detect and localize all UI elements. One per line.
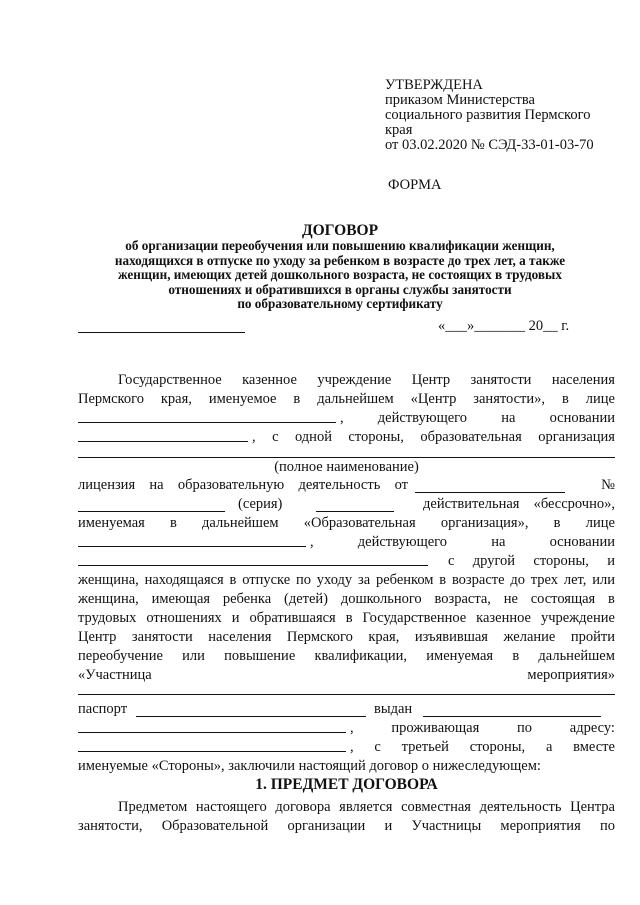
body-line	[78, 571, 615, 590]
word: стороны,	[533, 553, 589, 569]
word: края,	[368, 629, 400, 645]
word: ребенка	[222, 591, 272, 607]
word: настоящего	[195, 799, 267, 815]
title-subline: об организации переобучения или повышению квалификации женщин,	[125, 238, 555, 253]
word: занятости	[470, 372, 532, 388]
word: лет,	[563, 572, 587, 588]
address-blank[interactable]	[78, 738, 346, 752]
series-label: (серия)	[238, 496, 283, 512]
body-line	[78, 514, 615, 533]
word: желание	[503, 629, 556, 645]
issued-by-blank[interactable]	[423, 703, 601, 717]
word: трудовых	[78, 610, 137, 626]
word: населения	[208, 629, 272, 645]
body-line-part	[78, 476, 408, 495]
body-line	[78, 738, 615, 757]
word: женщина,	[78, 591, 139, 607]
word: с	[272, 429, 279, 445]
word: основании	[549, 410, 615, 426]
word: или	[592, 572, 615, 588]
word: организация»,	[440, 515, 529, 531]
word: «бессрочно»,	[533, 496, 615, 512]
body-line	[78, 681, 615, 700]
section-title: 1. ПРЕДМЕТ ДОГОВОРА	[255, 776, 438, 793]
word: Пермского	[78, 391, 144, 407]
body-line-rest	[448, 552, 615, 571]
word: лице	[585, 515, 615, 531]
word: действующего	[377, 410, 468, 426]
word: в	[229, 572, 237, 588]
body-line-rest	[310, 533, 615, 552]
word: мероприятия»	[527, 667, 615, 683]
word: одной	[294, 429, 332, 445]
body-line-rest	[350, 719, 615, 738]
word: ,	[350, 720, 354, 736]
word: в	[345, 610, 353, 626]
word: в	[561, 391, 569, 407]
word: занятости	[131, 629, 193, 645]
basis-blank[interactable]	[78, 428, 248, 442]
word: мероприятия	[500, 818, 581, 834]
contract-date: «___»_______ 20__ г.	[438, 318, 570, 334]
word: обратившаяся	[249, 610, 336, 626]
license-number-blank[interactable]	[78, 498, 225, 512]
word: Государственное	[362, 610, 467, 626]
word: до	[510, 572, 525, 588]
word: третьей	[401, 739, 449, 755]
word: с	[448, 553, 455, 569]
word: по	[517, 720, 533, 736]
word: вместе	[573, 739, 615, 755]
word: состоящая	[530, 591, 596, 607]
name-blank[interactable]	[78, 409, 336, 423]
word: стороны,	[469, 739, 526, 755]
word: «Центр	[410, 391, 457, 407]
word: лицензия	[78, 477, 136, 493]
approval-stamp	[385, 78, 594, 153]
word: Участницы	[411, 818, 482, 834]
word: учреждение	[540, 610, 615, 626]
body-line-rest	[340, 409, 615, 428]
word: с	[374, 739, 381, 755]
word: в	[608, 591, 615, 607]
word: именуемая	[426, 648, 494, 664]
title-subline: по образовательному сертификату	[237, 296, 443, 312]
word: населения	[551, 372, 615, 388]
title-main: ДОГОВОР	[301, 222, 379, 239]
word: на	[491, 534, 506, 550]
body-line	[78, 552, 615, 571]
place-date-row	[78, 318, 598, 338]
word: деятельность	[298, 477, 381, 493]
word: занятости,	[78, 818, 143, 834]
word: ,	[310, 534, 314, 550]
word: ,	[350, 739, 354, 755]
word: образовательная	[420, 429, 522, 445]
word: в	[170, 515, 177, 531]
word: проживающая	[391, 720, 480, 736]
word: дальнейшем	[538, 648, 615, 664]
word: в	[512, 648, 520, 664]
word: ,	[340, 410, 344, 426]
body-line	[78, 390, 615, 409]
title-subline: женщин, имеющих детей дошкольного возраста, не состоящих в трудовых	[118, 267, 562, 283]
word: ребенком	[375, 572, 434, 588]
body-line	[78, 371, 615, 390]
word: дошкольного	[340, 591, 422, 607]
word: деятельность	[479, 799, 562, 815]
word: изъявившая	[414, 629, 488, 645]
word: организация	[538, 429, 615, 445]
title-subline: находящихся в отпуске по уходу за ребенком в возрасте до трех лет, а также	[114, 252, 566, 268]
body-line	[78, 533, 615, 552]
body-line	[78, 609, 615, 628]
word: адресу:	[569, 720, 615, 736]
word: Предметом	[118, 799, 188, 815]
license-date-blank[interactable]	[415, 479, 565, 493]
approval-line: УТВЕРЖДЕНА	[385, 77, 483, 93]
number-sign: №	[601, 477, 615, 493]
body-line	[78, 700, 615, 719]
word: основании	[549, 534, 615, 550]
organization-name-blank[interactable]	[78, 444, 615, 458]
word: и	[607, 553, 615, 569]
word: является	[339, 799, 393, 815]
word: ,	[252, 429, 256, 445]
word: отпуске	[242, 572, 291, 588]
word: образовательную	[177, 477, 285, 493]
word: на	[501, 410, 516, 426]
word: другой	[472, 553, 516, 569]
place-blank[interactable]	[78, 332, 245, 333]
word: а	[545, 739, 553, 755]
passport-blank[interactable]	[136, 703, 366, 717]
word: возраста,	[434, 591, 491, 607]
word: (детей)	[284, 591, 329, 607]
form-label: ФОРМА	[388, 177, 442, 193]
word: стороны,	[348, 429, 404, 445]
word: Центра	[570, 799, 615, 815]
body-line	[78, 628, 615, 647]
word: переобучение	[78, 648, 163, 664]
word: повышение	[224, 648, 296, 664]
word: уходу	[316, 572, 353, 588]
approval-line: приказом Министерства	[385, 92, 535, 108]
word: от	[394, 477, 408, 493]
word: именуемое	[208, 391, 277, 407]
issued-by-blank-2[interactable]	[78, 719, 346, 733]
series-blank[interactable]	[316, 498, 394, 512]
section-line	[78, 798, 615, 817]
word: Пермского	[286, 629, 353, 645]
word: Образовательной	[161, 818, 269, 834]
word: находящаяся	[144, 572, 224, 588]
word: лице	[585, 391, 615, 407]
word: отношениях	[146, 610, 222, 626]
word: «Образовательная	[303, 515, 416, 531]
passport-label: паспорт	[78, 701, 128, 717]
body-line-part	[423, 495, 615, 514]
word: возрасте	[451, 572, 505, 588]
body-line	[78, 495, 615, 514]
approval-line: социального развития Пермского	[385, 107, 591, 123]
word: действующего	[357, 534, 448, 550]
representative-blank[interactable]	[78, 533, 306, 547]
title-subline: отношениях и обратившихся в органы службы занятости	[168, 281, 512, 297]
body-line: именуемые «Стороны», заключили настоящий договор о нижеследующем:	[78, 758, 541, 774]
word: казенное	[476, 610, 531, 626]
word: учреждение	[317, 372, 392, 388]
document-title	[75, 222, 605, 312]
word: за	[357, 572, 371, 588]
word: совместная	[401, 799, 471, 815]
participant-name-blank[interactable]	[78, 681, 615, 695]
body-line	[78, 719, 615, 738]
word: казенное	[242, 372, 297, 388]
approval-line: от 03.02.2020 № СЭД-33-01-03-70	[385, 137, 594, 153]
word: по	[599, 818, 615, 834]
basis-blank-2[interactable]	[78, 552, 428, 566]
word: организации	[287, 818, 366, 834]
word: или	[182, 648, 205, 664]
word: дальнейшем	[317, 391, 394, 407]
word: «Участница	[78, 667, 152, 683]
body-line	[78, 647, 615, 666]
issued-label: выдан	[374, 701, 413, 717]
approval-line: края	[385, 122, 413, 138]
body-line-rest	[350, 738, 615, 757]
body-line	[78, 590, 615, 609]
word: края,	[160, 391, 192, 407]
word: именуемая	[78, 515, 145, 531]
word: в	[293, 391, 301, 407]
word: действительная	[423, 496, 520, 512]
word: занятости»,	[473, 391, 546, 407]
word: Центр	[411, 372, 451, 388]
word: дальнейшем	[202, 515, 279, 531]
hint-full-name: (полное наименование)	[274, 459, 419, 475]
section-line	[78, 817, 615, 836]
word: пройти	[570, 629, 615, 645]
word: Государственное	[118, 372, 222, 388]
word: и	[231, 610, 240, 626]
body-line	[78, 476, 615, 495]
word: в	[439, 572, 447, 588]
word: в	[553, 515, 561, 531]
word: женщина,	[78, 572, 139, 588]
word: по	[295, 572, 311, 588]
word: и	[384, 818, 393, 834]
body-line	[78, 409, 615, 428]
word: трех	[530, 572, 559, 588]
word: на	[149, 477, 164, 493]
word: квалификации,	[314, 648, 408, 664]
word: Центр	[78, 629, 117, 645]
word: не	[503, 591, 518, 607]
word: имеющая	[151, 591, 211, 607]
word: договора	[275, 799, 331, 815]
